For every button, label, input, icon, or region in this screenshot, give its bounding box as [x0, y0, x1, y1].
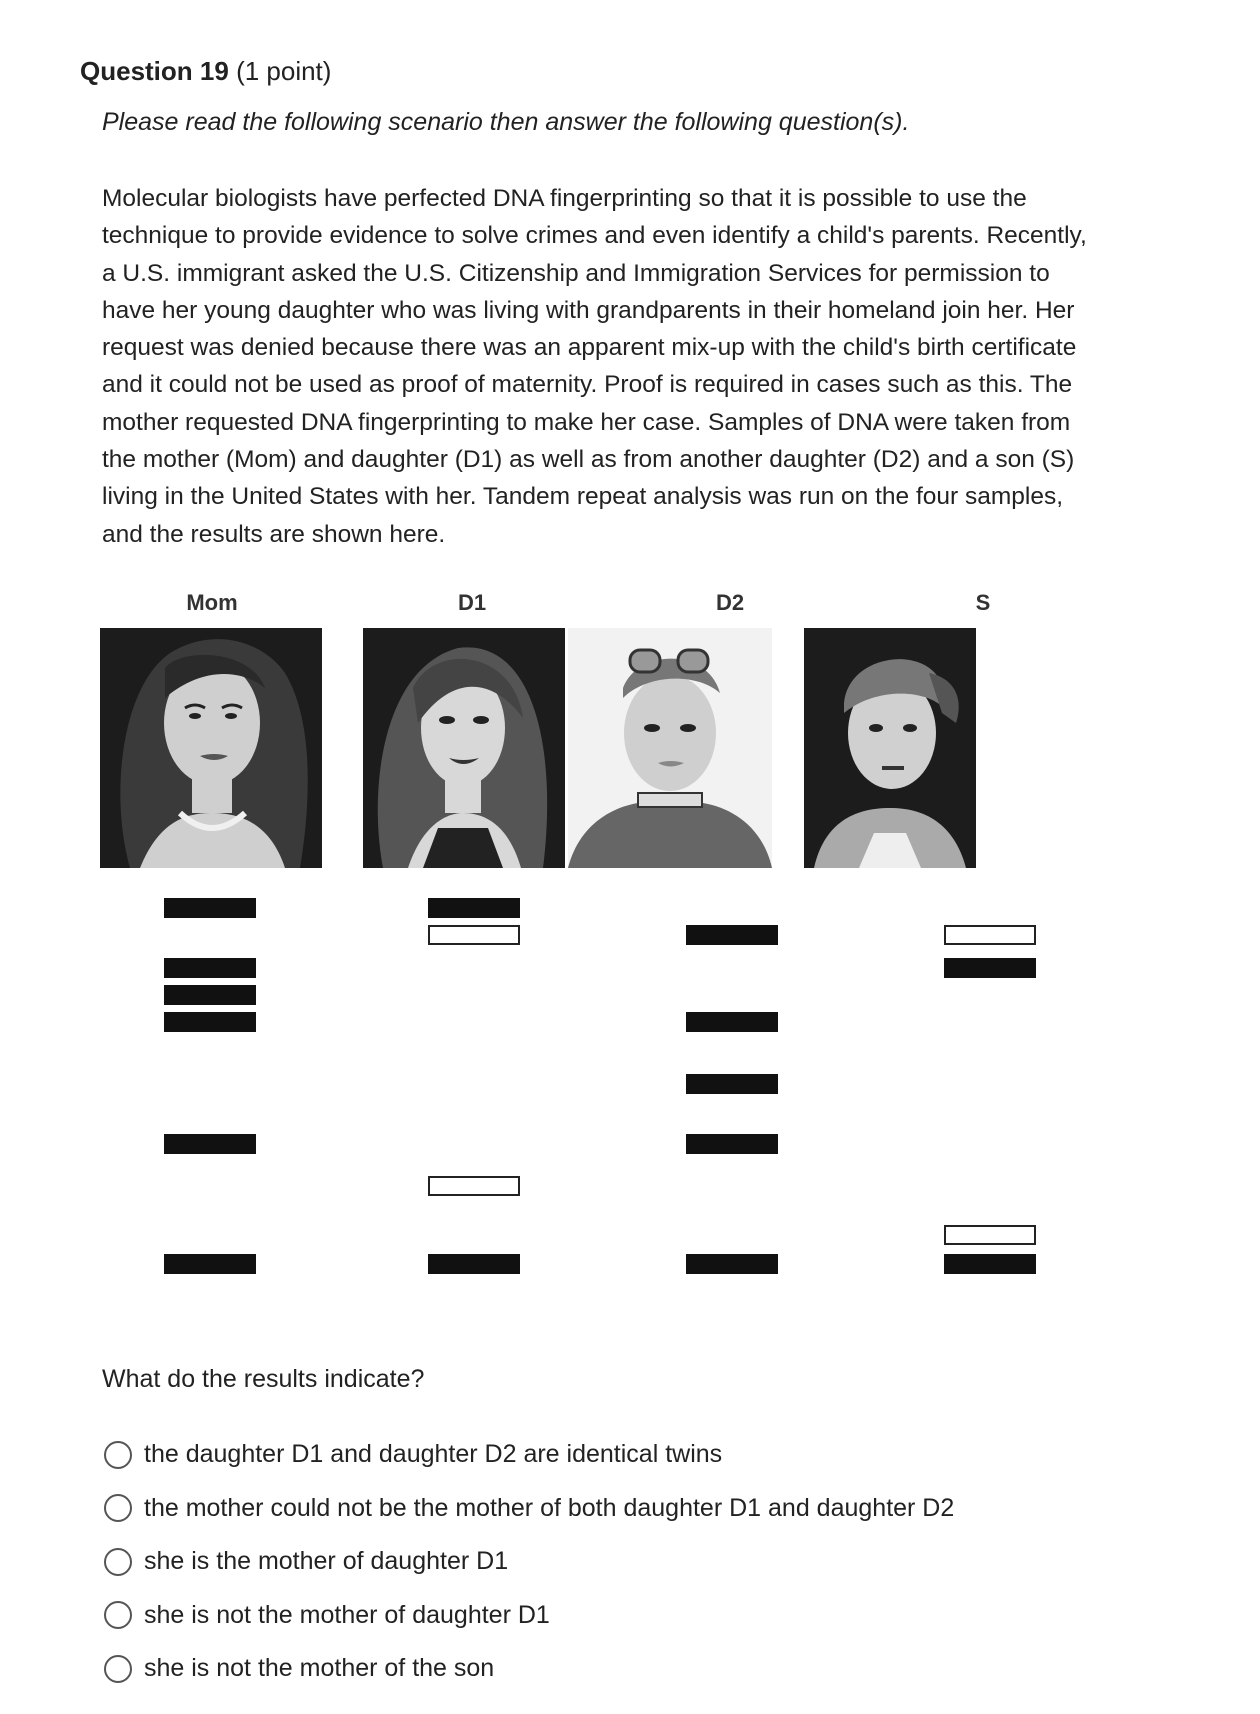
- radio-button-4[interactable]: [104, 1601, 132, 1629]
- lane-label-s: S: [975, 590, 991, 615]
- dna-fingerprint-figure: [100, 582, 1070, 1282]
- question-number: Question 19: [80, 56, 229, 86]
- gel-band-d1-2: [428, 925, 520, 945]
- answer-option-label: she is not the mother of daughter D1: [144, 1600, 550, 1629]
- gel-band-s-2: [944, 958, 1036, 978]
- gel-band-mom-3: [164, 985, 256, 1005]
- radio-button-3[interactable]: [104, 1548, 132, 1576]
- lane-label-mom: Mom: [186, 590, 238, 615]
- answer-option-4[interactable]: [104, 1589, 954, 1643]
- d2-portrait-illustration: [568, 628, 772, 868]
- gel-band-mom-2: [164, 958, 256, 978]
- gel-band-d2-2: [686, 1012, 778, 1032]
- d1-portrait: [363, 628, 565, 868]
- answer-option-label: she is the mother of daughter D1: [144, 1547, 509, 1576]
- gel-band-mom-4: [164, 1012, 256, 1032]
- gel-band-mom-1: [164, 898, 256, 918]
- gel-band-d2-3: [686, 1074, 778, 1094]
- question-points: (1 point): [236, 56, 332, 86]
- answer-option-label: she is not the mother of the son: [144, 1654, 495, 1683]
- d2-portrait: [568, 628, 772, 868]
- radio-button-1[interactable]: [104, 1441, 132, 1469]
- gel-band-d2-1: [686, 925, 778, 945]
- answer-option-label: the mother could not be the mother of both daughter D1 and daughter D2: [144, 1493, 955, 1522]
- answer-option-label: the daughter D1 and daughter D2 are identical twins: [144, 1440, 723, 1469]
- question-instruction: Please read the following scenario then answer the following question(s).: [102, 108, 910, 136]
- gel-band-d2-4: [686, 1134, 778, 1154]
- answer-option-3[interactable]: [104, 1535, 954, 1589]
- answer-option-5[interactable]: [104, 1642, 954, 1696]
- gel-band-s-3: [944, 1225, 1036, 1245]
- radio-button-2[interactable]: [104, 1494, 132, 1522]
- d1-portrait-illustration: [363, 628, 565, 868]
- mom-portrait-illustration: [100, 628, 322, 868]
- question-header: [80, 56, 331, 87]
- scenario-text: Molecular biologists have perfected DNA fingerprinting so that it is possible to use the technique to provide evidence to solve crimes and even identify a child's parents. Recently, a U.S. immigrant asked the U.S. Citizenship and Immigration Services for permission to have her young daughter who was living with grandparents in their homeland join her. Her request was denied because there was an apparent mix-up with the child's birth certificate and it could not be used as proof of maternity. Proof is required in cases such as this. The mother requested DNA fingerprinting to make her case. Samples of DNA were taken from the mother (Mom) and daughter (D1) as well as from another daughter (D2) and a son (S) living in the United States with her. Tandem repeat analysis was run on the four samples, and the results are shown here.: [102, 185, 1087, 548]
- radio-button-5[interactable]: [104, 1655, 132, 1683]
- question-prompt: What do the results indicate?: [102, 1365, 425, 1393]
- gel-band-d1-3: [428, 1176, 520, 1196]
- gel-band-s-1: [944, 925, 1036, 945]
- gel-band-mom-6: [164, 1254, 256, 1274]
- gel-band-mom-5: [164, 1134, 256, 1154]
- gel-band-s-4: [944, 1254, 1036, 1274]
- s-portrait-illustration: [804, 628, 976, 868]
- lane-label-d2: D2: [715, 590, 745, 615]
- s-portrait: [804, 628, 976, 868]
- mom-portrait: [100, 628, 322, 868]
- gel-band-d1-1: [428, 898, 520, 918]
- answer-option-2[interactable]: [104, 1482, 954, 1536]
- answer-options: [104, 1428, 954, 1696]
- gel-band-d1-4: [428, 1254, 520, 1274]
- lane-label-d1: D1: [457, 590, 487, 615]
- answer-option-1[interactable]: [104, 1428, 954, 1482]
- gel-band-d2-5: [686, 1254, 778, 1274]
